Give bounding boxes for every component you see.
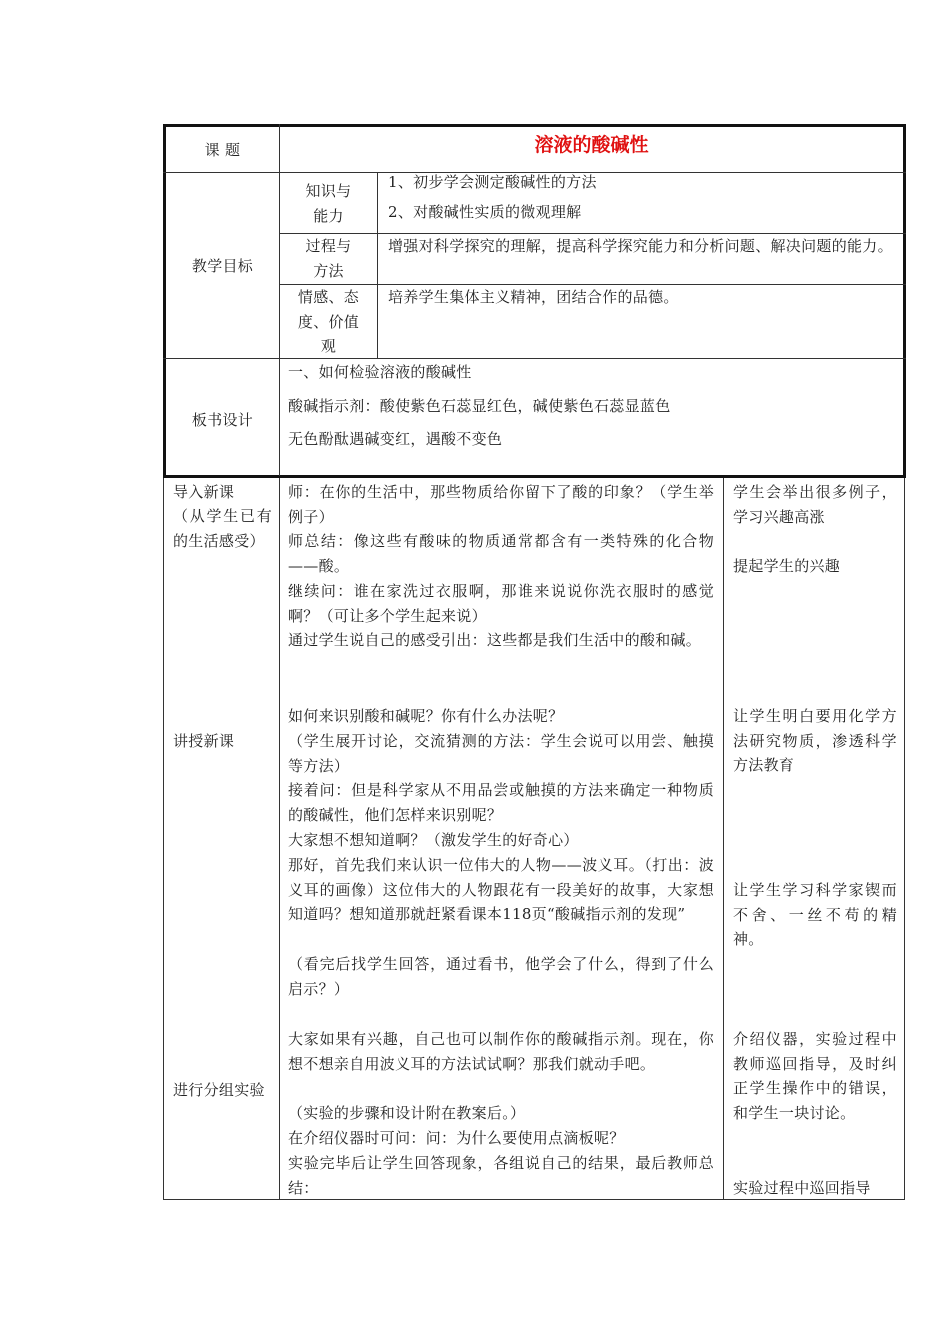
teach-label: 讲授新课	[173, 732, 235, 750]
table-right-border	[903, 124, 906, 478]
title-label: 课 题	[204, 141, 241, 159]
emotion-attitude-text: 培养学生集体主义精神，团结合作的品德。	[388, 288, 679, 306]
lower-right-border	[904, 478, 905, 1200]
board-line-2: 酸碱指示剂：酸使紫色石蕊显红色，碱使紫色石蕊显蓝色	[288, 397, 671, 415]
row-divider	[163, 358, 906, 359]
process-para: 师总结：像这些有酸味的物质通常都含有一类特殊的化合物——酸。	[288, 532, 714, 575]
teaching-note: 学生会举出很多例子，学习兴趣高涨	[733, 483, 897, 526]
process-para: （学生展开讨论，交流猜测的方法：学生会说可以用尝、触摸等方法）	[288, 732, 714, 775]
teaching-note: 让学生明白要用化学方法研究物质，渗透科学方法教育	[733, 707, 897, 775]
knowledge-ability-label: 知识与 能力	[305, 182, 352, 225]
process-para: 继续问：谁在家洗过衣服啊，那谁来说说你洗衣服时的感觉啊？（可让多个学生起来说）	[288, 582, 714, 625]
process-para: 大家想不想知道啊？（激发学生的好奇心）	[288, 831, 579, 849]
process-para: 在介绍仪器时可问：问：为什么要使用点滴板呢？	[288, 1129, 625, 1147]
process-para: 通过学生说自己的感受引出：这些都是我们生活中的酸和碱。	[288, 631, 702, 649]
teaching-note: 介绍仪器，实验过程中教师巡回指导，及时纠正学生操作中的错误，和学生一块讨论。	[733, 1030, 897, 1122]
lower-col-divider	[279, 478, 280, 1200]
lesson-title: 溶液的酸碱性	[534, 134, 649, 156]
knowledge-line-1: 1、初步学会测定酸碱性的方法	[388, 173, 597, 191]
process-para: 接着问：但是科学家从不用品尝或触摸的方法来确定一种物质的酸碱性，他们怎样来识别呢？	[288, 781, 714, 824]
process-para: （看完后找学生回答，通过看书，他学会了什么，得到了什么启示？）	[288, 955, 714, 998]
table-top-border	[163, 124, 906, 127]
process-para: （实验的步骤和设计附在教案后。）	[288, 1104, 526, 1122]
teaching-note: 实验过程中巡回指导	[733, 1179, 871, 1197]
emotion-attitude-label: 情感、态 度、价值 观	[297, 288, 360, 356]
teaching-note: 提起学生的兴趣	[733, 557, 841, 575]
process-para: 如何来识别酸和碱呢？你有什么办法呢？	[288, 707, 564, 725]
board-line-3: 无色酚酞遇碱变红，遇酸不变色	[288, 430, 503, 448]
intro-subtext: （从学生已有的生活感受）	[173, 507, 272, 550]
process-method-text: 增强对科学探究的理解，提高科学探究能力和分析问题、解决问题的能力。	[388, 237, 893, 255]
intro-label: 导入新课	[173, 483, 235, 501]
board-label: 板书设计	[191, 411, 254, 429]
knowledge-line-2: 2、对酸碱性实质的微观理解	[388, 203, 582, 221]
process-para: 实验完毕后让学生回答现象，各组说自己的结果，最后教师总结：	[288, 1154, 714, 1197]
process-para: 大家如果有兴趣，自己也可以制作你的酸碱指示剂。现在，你想不想亲自用波义耳的方法试试啊？那我们就动手吧。	[288, 1030, 714, 1073]
lower-col-divider	[723, 478, 724, 1200]
process-method-label: 过程与 方法	[305, 237, 352, 280]
objectives-label: 教学目标	[191, 257, 254, 275]
board-line-1: 一、如何检验溶液的酸碱性	[288, 363, 472, 381]
teaching-note: 让学生学习科学家锲而不舍、一丝不苟的精神。	[733, 881, 897, 949]
experiment-label: 进行分组实验	[173, 1081, 265, 1099]
process-para: 师：在你的生活中，那些物质给你留下了酸的印象？（学生举例子）	[288, 483, 714, 526]
table-mid-border	[163, 475, 906, 478]
process-para: 那好，首先我们来认识一位伟大的人物——波义耳。（打出：波义耳的画像）这位伟大的人物跟花有一段美好的故事，大家想知道吗？想知道那就赶紧看课本118页“酸碱指示剂的发现”	[288, 856, 714, 924]
col-divider	[377, 173, 378, 359]
lower-left-border	[163, 478, 164, 1200]
